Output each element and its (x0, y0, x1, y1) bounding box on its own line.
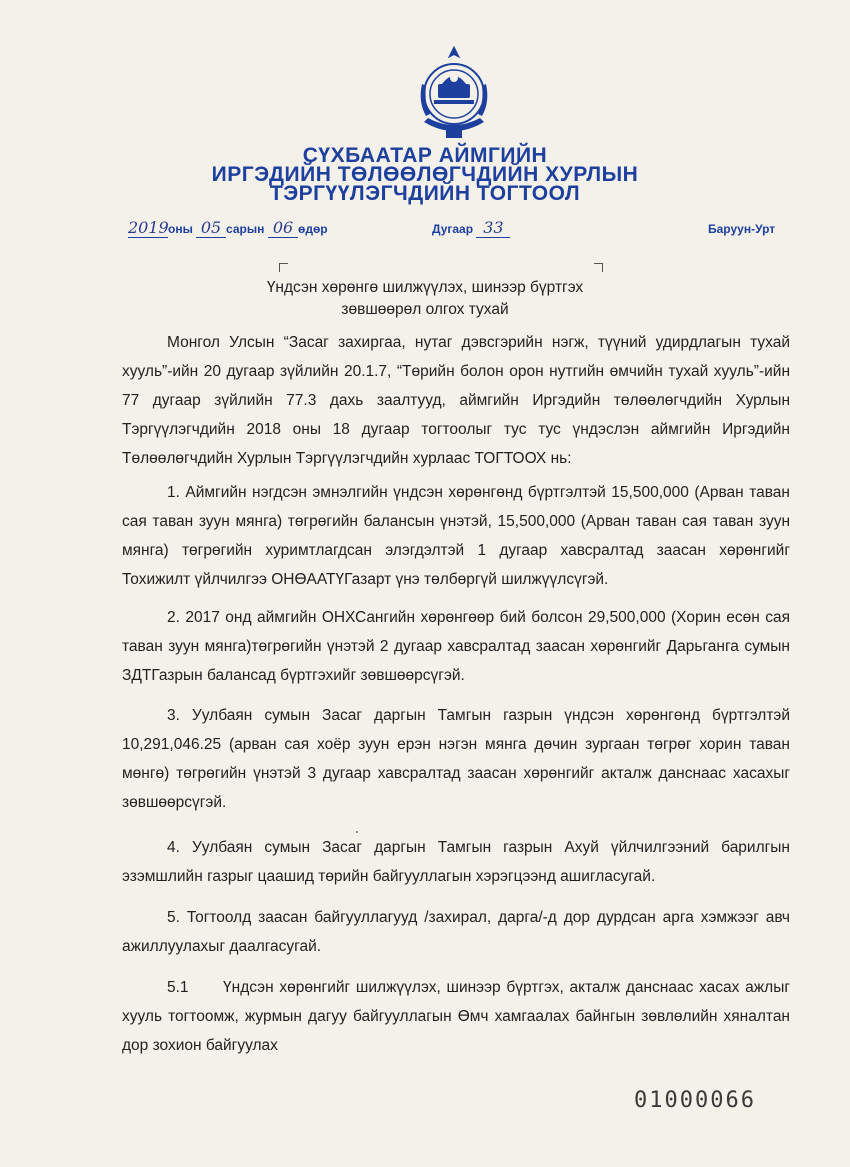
header-line-aimag: СҮХБААТАР АЙМГИЙН (302, 144, 548, 167)
date-year (128, 218, 193, 238)
title-line-2: зөвшөөрөл олгох тухай (341, 301, 509, 318)
date-month (196, 218, 264, 238)
clause-5: 5. Тогтоолд заасан байгууллагууд /захирал, дарга/-д дор дурдсан арга хэмжээг авч ажиллуулахыг даалгасугай. (122, 909, 790, 955)
header-line-resolution: ТЭРГҮҮЛЭГЧДИЙН ТОГТООЛ (269, 182, 581, 205)
document-title (0, 277, 850, 321)
day-label: өдөр (298, 222, 328, 236)
place-name: Баруун-Урт (708, 222, 776, 236)
number-handwritten: 33 (476, 218, 510, 238)
clause-3: 3. Уулбаян сумын Засаг даргын Тамгын газрын үндсэн хөрөнгөнд бүртгэлтэй 10,291,046.25 (арван сая хоёр зуун ерэн нэгэн мянга дөчин зургаан төгрөг хорин таван мөнгө) төгрөгийн үнэтэй 3 дугаар хавсралтад заасан хөрөнгийг акталж данснаас хасахыг зөвшөөрсүгэй. (122, 707, 790, 811)
state-emblem-icon (412, 44, 496, 144)
title-corner-mark-left (279, 263, 288, 272)
clause-5-1: 5.1 Үндсэн хөрөнгийг шилжүүлэх, шинээр бүртгэх, акталж данснаас хасах ажлыг хууль тогтоомж, журмын дагуу байгууллагын Өмч хамгаалах байнгын зөвлөлийн хяналтан дор зохион байгуулах (122, 979, 795, 1054)
resolution-number (432, 218, 510, 238)
clause-1: 1. Аймгийн нэгдсэн эмнэлгийн үндсэн хөрөнгөнд бүртгэлтэй 15,500,000 (Арван таван сая таван зуун мянга) төгрөгийн балансын үнэтэй, 15,500,000 (Арван таван сая таван зуун мянга) төгрөгийн хуримтлагдсан элэгдэлтэй 1 дугаар хавсралтад заасан хөрөнгийг Тохижилт үйлчилгээ ОНӨААТҮГазарт үнэ төлбөргүй шилжүүлсүгэй. (122, 484, 790, 588)
clause-2: 2. 2017 онд аймгийн ОНХСангийн хөрөнгөөр бий болсон 29,500,000 (Хорин есөн сая таван зуун мянга)төгрөгийн үнэтэй 2 дугаар хавсралтад заасан хөрөнгийг Дарьганга сумын ЗДТГазрын балансад бүртгэхийг зөвшөөрсүгэй. (122, 609, 790, 684)
serial-number: 01000066 (634, 1088, 756, 1113)
title-line-1: Үндсэн хөрөнгө шилжүүлэх, шинээр бүртгэх (266, 279, 584, 296)
intro-paragraph: Монгол Улсын “Засаг захиргаа, нутаг дэвсгэрийн нэгж, түүний удирдлагын тухай хууль”-ийн 20 дугаар зүйлийн 20.1.7, “Төрийн болон орон нутгийн өмчийн тухай хууль”-ийн 77 дугаар зүйлийн 77.3 дахь заалтууд, аймгийн Иргэдийн төлөөлөгчдийн Хурлын Тэргүүлэгчдийн 2018 оны 18 дугаар тогтоолыг тус тус үндэслэн аймгийн Иргэдийн Төлөөлөгчдийн Хурлын Тэргүүлэгчдийн хурлаас ТОГТООХ нь: (122, 334, 790, 467)
year-label: оны (168, 222, 193, 236)
number-label: Дугаар (432, 222, 474, 236)
header-line-council: ИРГЭДИЙН ТӨЛӨӨЛӨГЧДИЙН ХУРЛЫН (211, 163, 639, 186)
scan-dot (356, 831, 358, 833)
title-corner-mark-right (594, 263, 603, 272)
year-handwritten: 2019 (128, 218, 169, 237)
date-day (268, 218, 328, 238)
day-handwritten: 06 (268, 218, 298, 238)
clause-4: 4. Уулбаян сумын Засаг даргын Тамгын газрын Ахуй үйлчилгээний барилгын эзэмшлийн газрыг цаашид төрийн байгууллагын хэрэгцээнд ашигласугай. (122, 839, 790, 885)
date-line (128, 218, 788, 242)
month-label: сарын (226, 222, 265, 236)
month-handwritten: 05 (196, 218, 226, 238)
